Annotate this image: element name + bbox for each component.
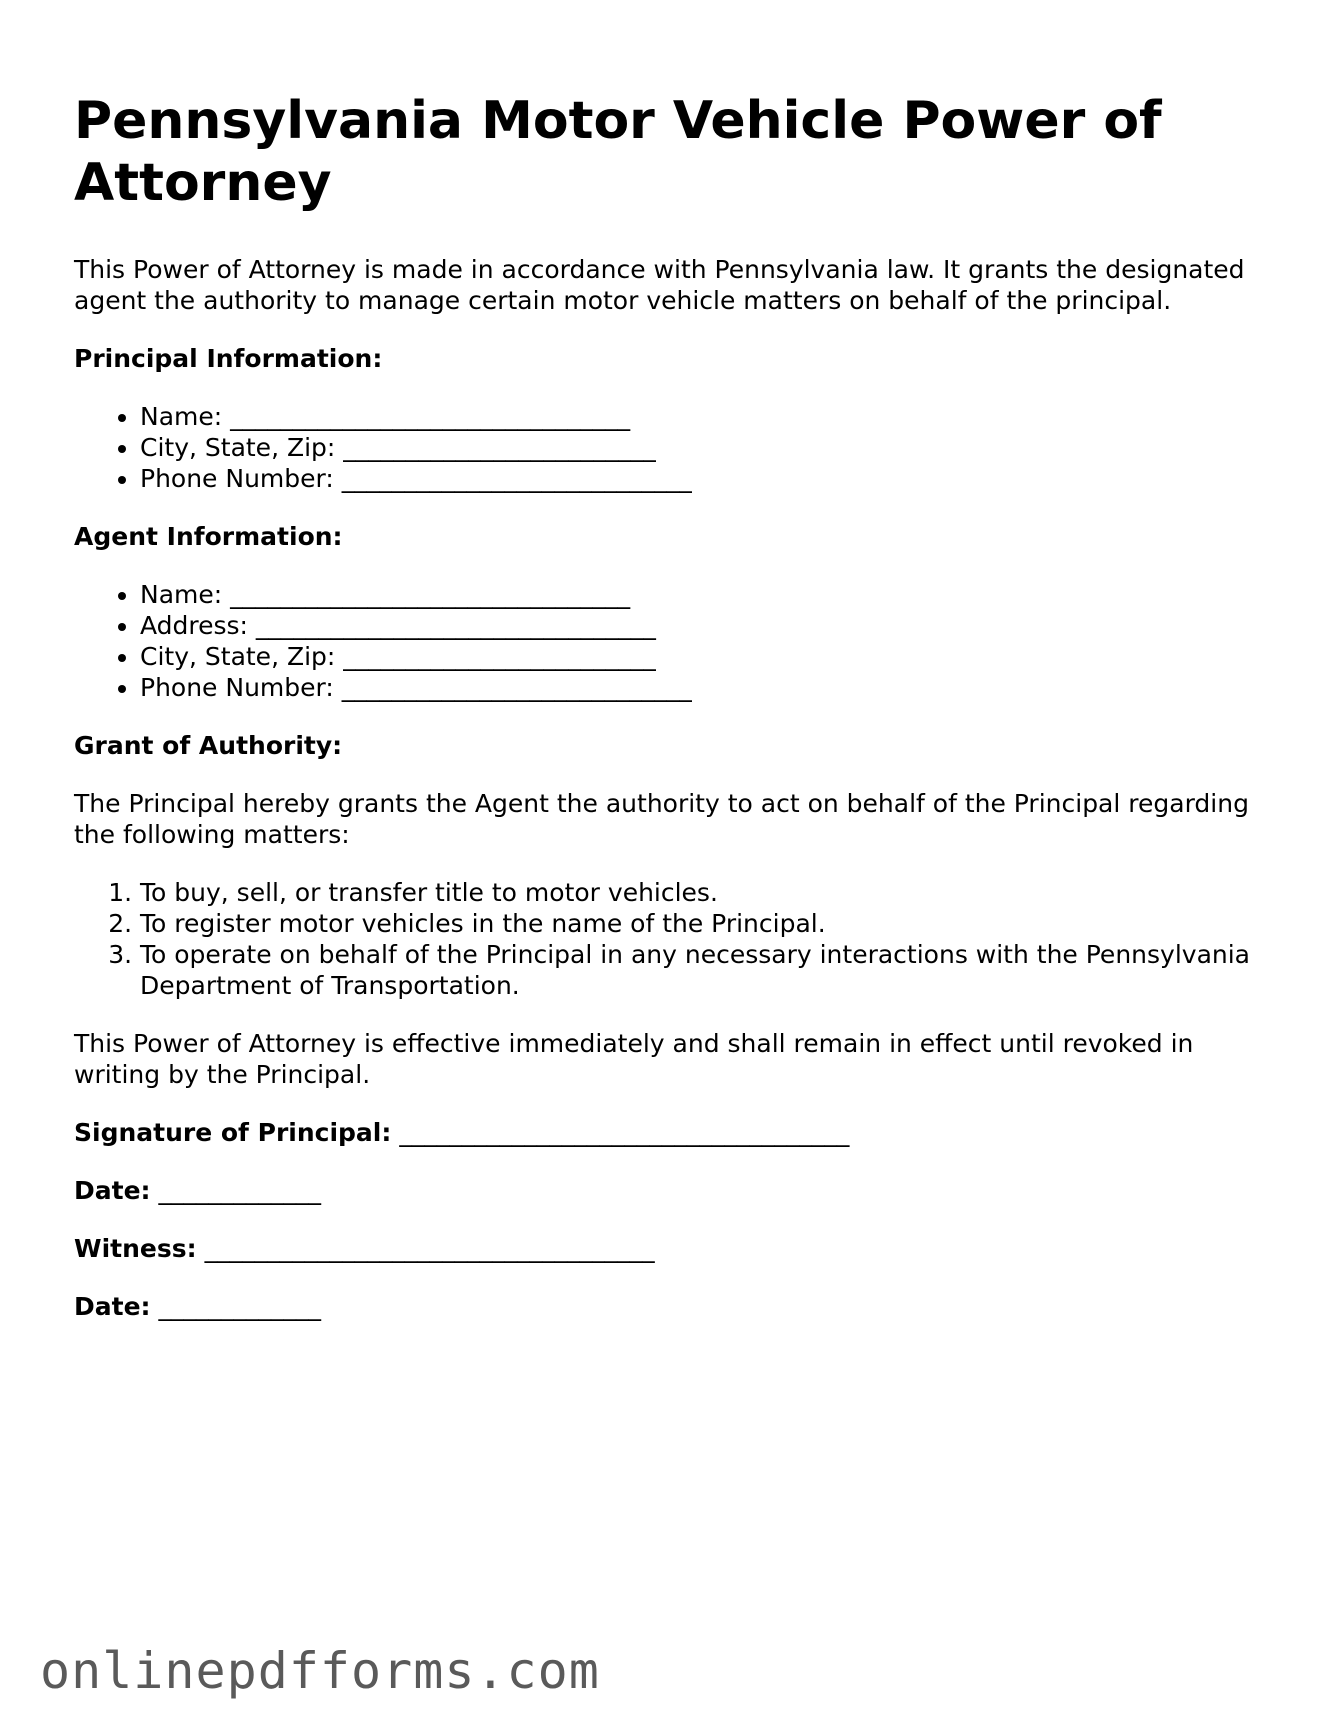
principal-city-state-zip-field: • City, State, Zip: _________________________: [140, 432, 1274, 463]
document-page: [74, 90, 1274, 1349]
witness-date-blank: _____________: [158, 1292, 321, 1321]
authority-item: 1. To buy, sell, or transfer title to motor vehicles.: [140, 877, 1274, 908]
watermark-text: onlinepdfforms.com: [40, 1642, 600, 1700]
principal-date-label: Date:: [74, 1176, 151, 1205]
principal-heading: Principal Information:: [74, 344, 383, 373]
principal-signature-blank: ____________________________________: [399, 1118, 850, 1147]
agent-city-state-zip-field: • City, State, Zip: _________________________: [140, 641, 1274, 672]
agent-phone-field: • Phone Number: ____________________________: [140, 672, 1274, 703]
principal-name-field: • Name: ________________________________: [140, 401, 1274, 432]
effective-paragraph: This Power of Attorney is effective immediately and shall remain in effect until revoked in writing by the Principal.: [74, 1029, 1194, 1089]
agent-name-field: • Name: ________________________________: [140, 579, 1274, 610]
document-title: Pennsylvania Motor Vehicle Power of Attorney: [74, 91, 1162, 213]
authority-intro: The Principal hereby grants the Agent the authority to act on behalf of the Principal regarding the following matters:: [74, 789, 1249, 849]
agent-info-list: [74, 579, 1274, 703]
authority-item: 3. To operate on behalf of the Principal in any necessary interactions with the Pennsylvania Department of Transportation.: [140, 939, 1274, 1001]
witness-blank: ____________________________________: [204, 1234, 655, 1263]
principal-phone-field: • Phone Number: ____________________________: [140, 463, 1274, 494]
authority-heading: Grant of Authority:: [74, 731, 343, 760]
witness-signature-line: [74, 1233, 1274, 1264]
principal-info-list: [74, 401, 1274, 494]
witness-label: Witness:: [74, 1234, 197, 1263]
authority-item: 2. To register motor vehicles in the name of the Principal.: [140, 908, 1274, 939]
intro-paragraph: This Power of Attorney is made in accordance with Pennsylvania law. It grants the designated agent the authority to manage certain motor vehicle matters on behalf of the principal.: [74, 255, 1245, 315]
authority-list: [74, 877, 1274, 1001]
witness-date-label: Date:: [74, 1292, 151, 1321]
principal-date-line: [74, 1175, 1274, 1206]
agent-heading: Agent Information:: [74, 522, 343, 551]
agent-address-field: • Address: ________________________________: [140, 610, 1274, 641]
principal-signature-label: Signature of Principal:: [74, 1118, 392, 1147]
principal-signature-line: [74, 1117, 1274, 1148]
principal-date-blank: _____________: [158, 1176, 321, 1205]
witness-date-line: [74, 1291, 1274, 1322]
